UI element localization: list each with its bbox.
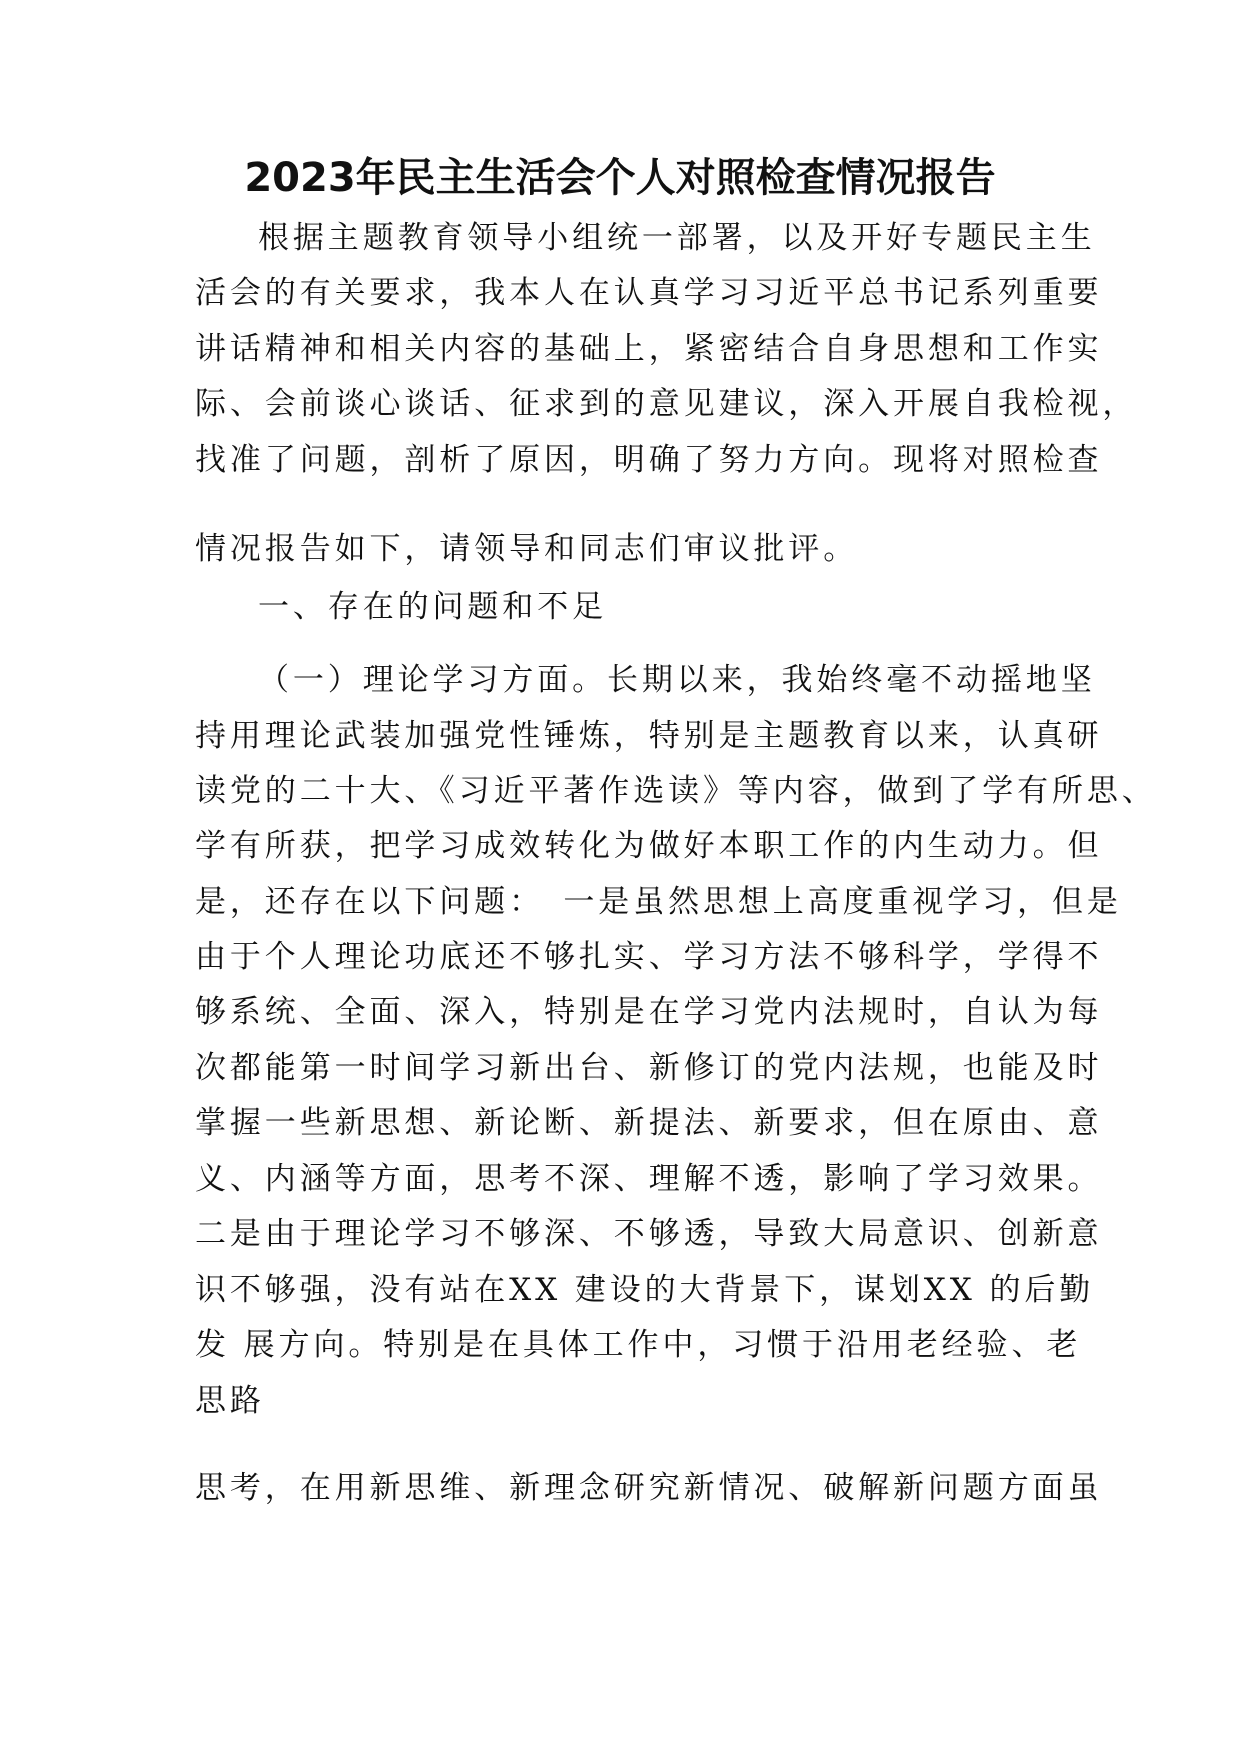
body-line: 持用理论武装加强党性锤炼，特别是主题教育以来，认真研 (195, 718, 1103, 754)
body-line: 发 展方向。特别是在具体工作中，习惯于沿用老经验、老 (195, 1327, 1082, 1363)
body-line: 义、内涵等方面，思考不深、理解不透，影响了学习效果。 (195, 1161, 1103, 1197)
body-line: 思路 (195, 1383, 265, 1419)
body-line: 够系统、全面、深入，特别是在学习党内法规时，自认为每 (195, 994, 1103, 1030)
body-line: （一）理论学习方面。长期以来，我始终毫不动摇地坚 (258, 662, 1096, 698)
body-line: 讲话精神和相关内容的基础上，紧密结合自身思想和工作实 (195, 331, 1103, 367)
body-line: 由于个人理论功底还不够扎实、学习方法不够科学，学得不 (195, 939, 1103, 975)
body-line: 次都能第一时间学习新出台、新修订的党内法规，也能及时 (195, 1050, 1103, 1086)
body-line: 掌握一些新思想、新论断、新提法、新要求，但在原由、意 (195, 1105, 1103, 1141)
body-line: 根据主题教育领导小组统一部署，以及开好专题民主生 (258, 220, 1096, 256)
body-line: 识不够强，没有站在XX 建设的大背景下，谋划XX 的后勤 (195, 1272, 1095, 1308)
body-line: 学有所获，把学习成效转化为做好本职工作的内生动力。但 (195, 828, 1103, 864)
body-line: 活会的有关要求，我本人在认真学习习近平总书记系列重要 (195, 275, 1103, 311)
body-line: 二是由于理论学习不够深、不够透，导致大局意识、创新意 (195, 1216, 1103, 1252)
body-line: 读党的二十大、《习近平著作选读》等内容，做到了学有所思、 (195, 773, 1157, 809)
body-line: 际、会前谈心谈话、征求到的意见建议，深入开展自我检视， (195, 386, 1138, 422)
body-line: 找准了问题，剖析了原因，明确了努力方向。现将对照检查 (195, 442, 1103, 478)
body-line: 是，还存在以下问题： 一是虽然思想上高度重视学习，但是 (195, 884, 1122, 920)
body-line: 情况报告如下，请领导和同志们审议批评。 (195, 531, 859, 567)
document-title: 2023年民主生活会个人对照检查情况报告 (244, 155, 996, 201)
body-line: 思考，在用新思维、新理念研究新情况、破解新问题方面虽 (195, 1470, 1103, 1506)
section-heading: 一、存在的问题和不足 (258, 589, 607, 625)
